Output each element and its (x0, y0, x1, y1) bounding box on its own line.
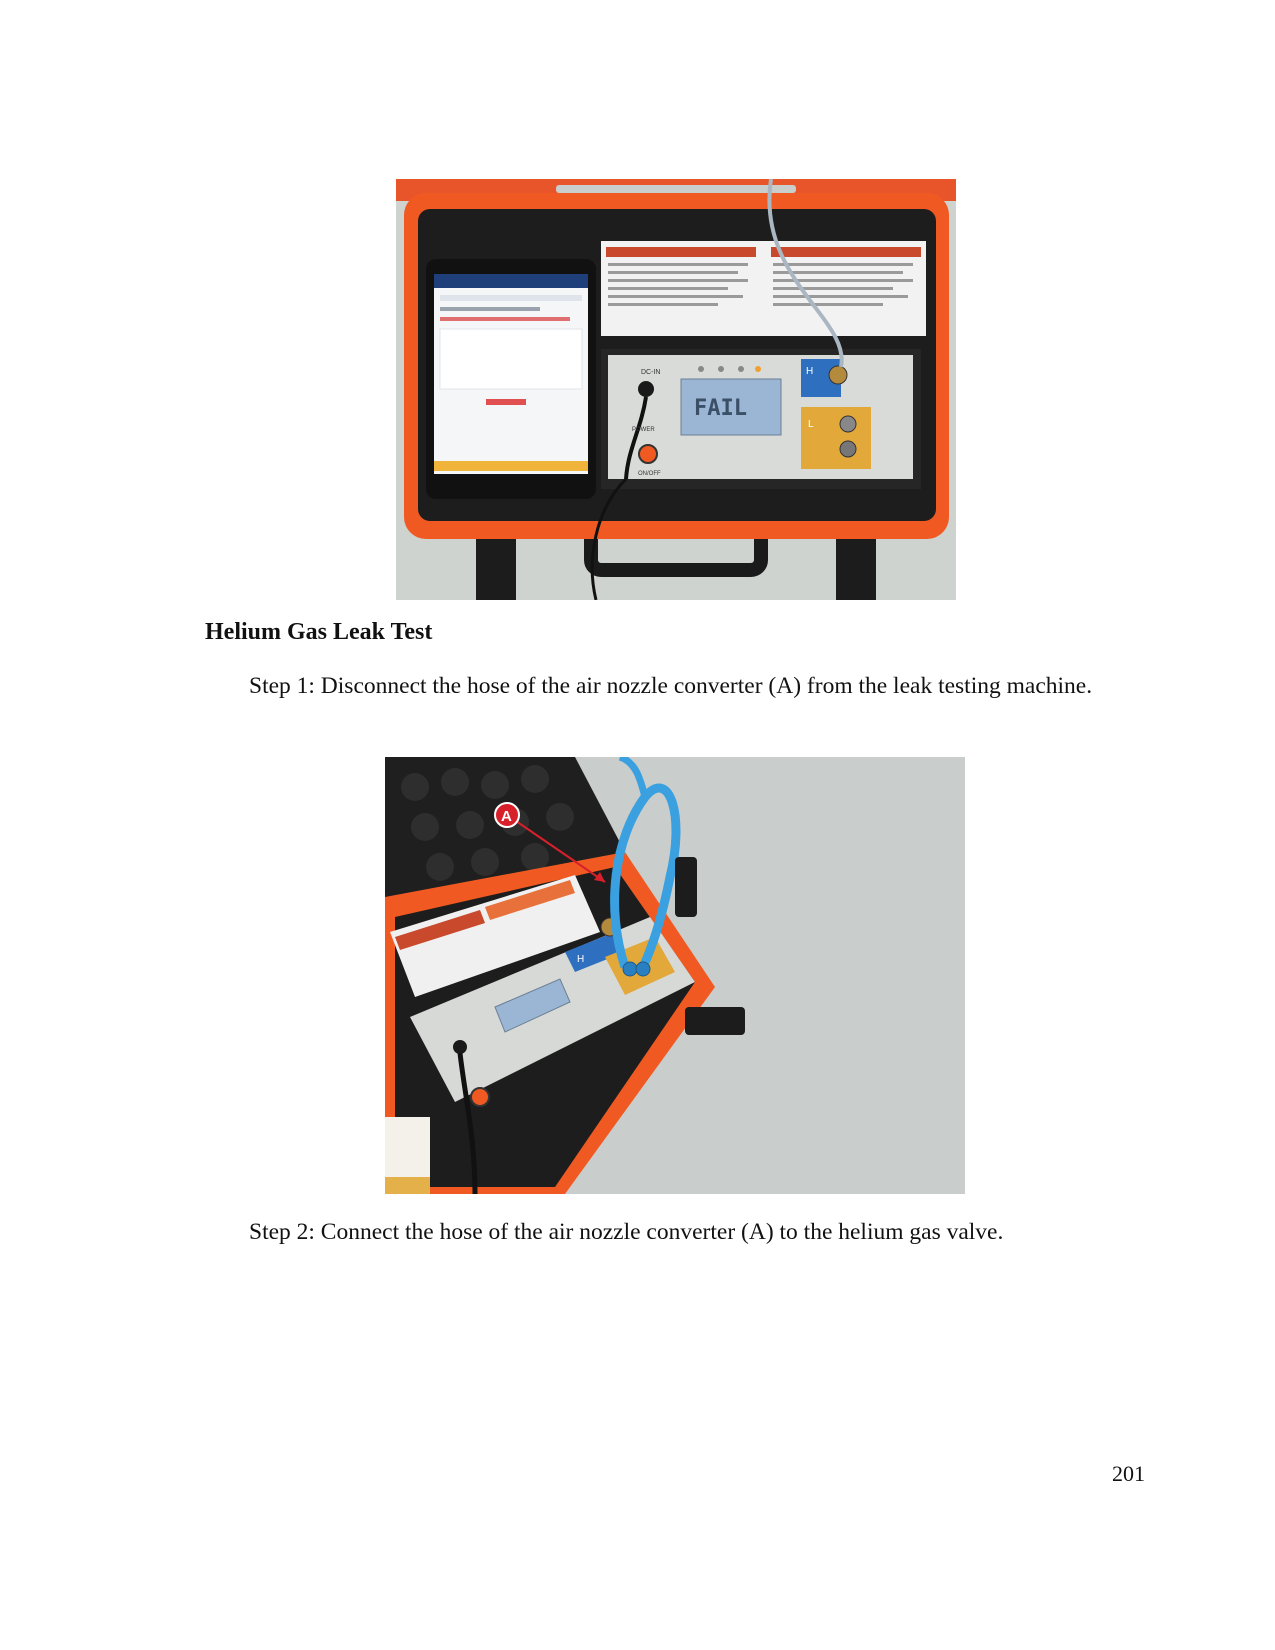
valve-h-label: H (806, 366, 814, 377)
dcin-label: DC-IN (641, 369, 661, 376)
leak-tester-illustration (396, 179, 956, 600)
power-button (639, 445, 657, 463)
nozzle-converter-photo (385, 757, 965, 1194)
leak-tester-photo (396, 179, 956, 600)
section-heading: Helium Gas Leak Test (205, 619, 433, 645)
power-label: POWER (632, 427, 655, 433)
callout-a-label: A (501, 808, 512, 825)
page-number: 201 (1112, 1461, 1145, 1486)
nozzle-converter-illustration (385, 757, 965, 1194)
step-1-text: Step 1: Disconnect the hose of the air nozzle converter (A) from the leak testing machine. (249, 673, 1093, 699)
step-2-text: Step 2: Connect the hose of the air nozzle converter (A) to the helium gas valve. (249, 1219, 1004, 1245)
onoff-label: ON/OFF (638, 471, 661, 477)
lcd-status: FAIL (694, 396, 747, 421)
valve-l-label: L (808, 419, 814, 430)
valve-h-label: H (577, 954, 585, 965)
